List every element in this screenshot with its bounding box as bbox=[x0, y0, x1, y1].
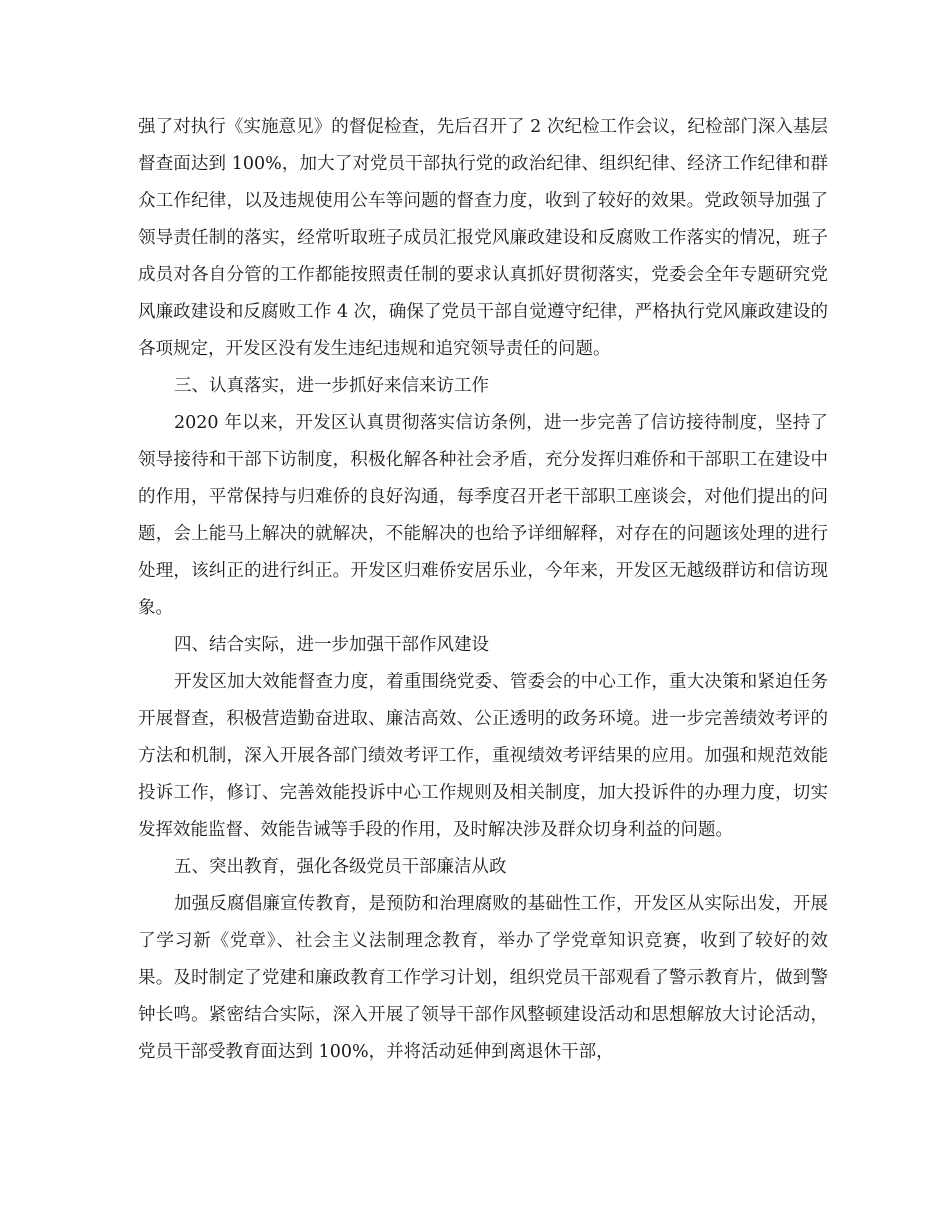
paragraph-continuation: 强了对执行《实施意见》的督促检查，先后召开了 2 次纪检工作会议，纪检部门深入基层督查面达到 100%，加大了对党员干部执行党的政治纪律、组织纪律、经济工作纪律和群众工作纪律，以及违规使用公车等问题的督查力度，收到了较好的效果。党政领导加强了领导责任制的落实，经常听取班子成员汇报党风廉政建设和反腐败工作落实的情况，班子成员对各自分管的工作都能按照责任制的要求认真抓好贯彻落实，党委会全年专题研究党风廉政建设和反腐败工作 4 次，确保了党员干部自觉遵守纪律，严格执行党风廉政建设的各项规定，开发区没有发生违纪违规和追究领导责任的问题。 bbox=[138, 117, 828, 359]
paragraph-section-3: 2020 年以来，开发区认真贯彻落实信访条例，进一步完善了信访接待制度，坚持了领导接待和干部下访制度，积极化解各种社会矛盾，充分发挥归难侨和干部职工在建设中的作用，平常保持与归难侨的良好沟通，每季度召开老干部职工座谈会，对他们提出的问题，会上能马上解决的就解决，不能解决的也给予详细解释，对存在的问题该处理的进行处理，该纠正的进行纠正。开发区归难侨安居乐业，今年来，开发区无越级群访和信访现象。 bbox=[138, 413, 828, 618]
paragraph-section-5: 加强反腐倡廉宣传教育，是预防和治理腐败的基础性工作，开发区从实际出发，开展了学习新《党章》、社会主义法制理念教育，举办了学党章知识竞赛，收到了较好的效果。及时制定了党建和廉政教育工作学习计划，组织党员干部观看了警示教育片，做到警钟长鸣。紧密结合实际，深入开展了领导干部作风整顿建设活动和思想解放大讨论活动，党员干部受教育面达到 100%，并将活动延伸到离退休干部， bbox=[138, 894, 828, 1062]
paragraph-section-4: 开发区加大效能督查力度，着重围绕党委、管委会的中心工作，重大决策和紧迫任务开展督查，积极营造勤奋进取、廉洁高效、公正透明的政务环境。进一步完善绩效考评的方法和机制，深入开展各部门绩效考评工作，重视绩效考评结果的应用。加强和规范效能投诉工作，修订、完善效能投诉中心工作规则及相关制度，加大投诉件的办理力度，切实发挥效能监督、效能告诫等手段的作用，及时解决涉及群众切身利益的问题。 bbox=[138, 672, 828, 840]
document-body bbox=[138, 109, 828, 1071]
section-heading-3: 三、认真落实，进一步抓好来信来访工作 bbox=[174, 376, 489, 396]
section-heading-4: 四、结合实际，进一步加强干部作风建设 bbox=[174, 635, 489, 655]
section-heading-5: 五、突出教育，强化各级党员干部廉洁从政 bbox=[174, 857, 507, 877]
